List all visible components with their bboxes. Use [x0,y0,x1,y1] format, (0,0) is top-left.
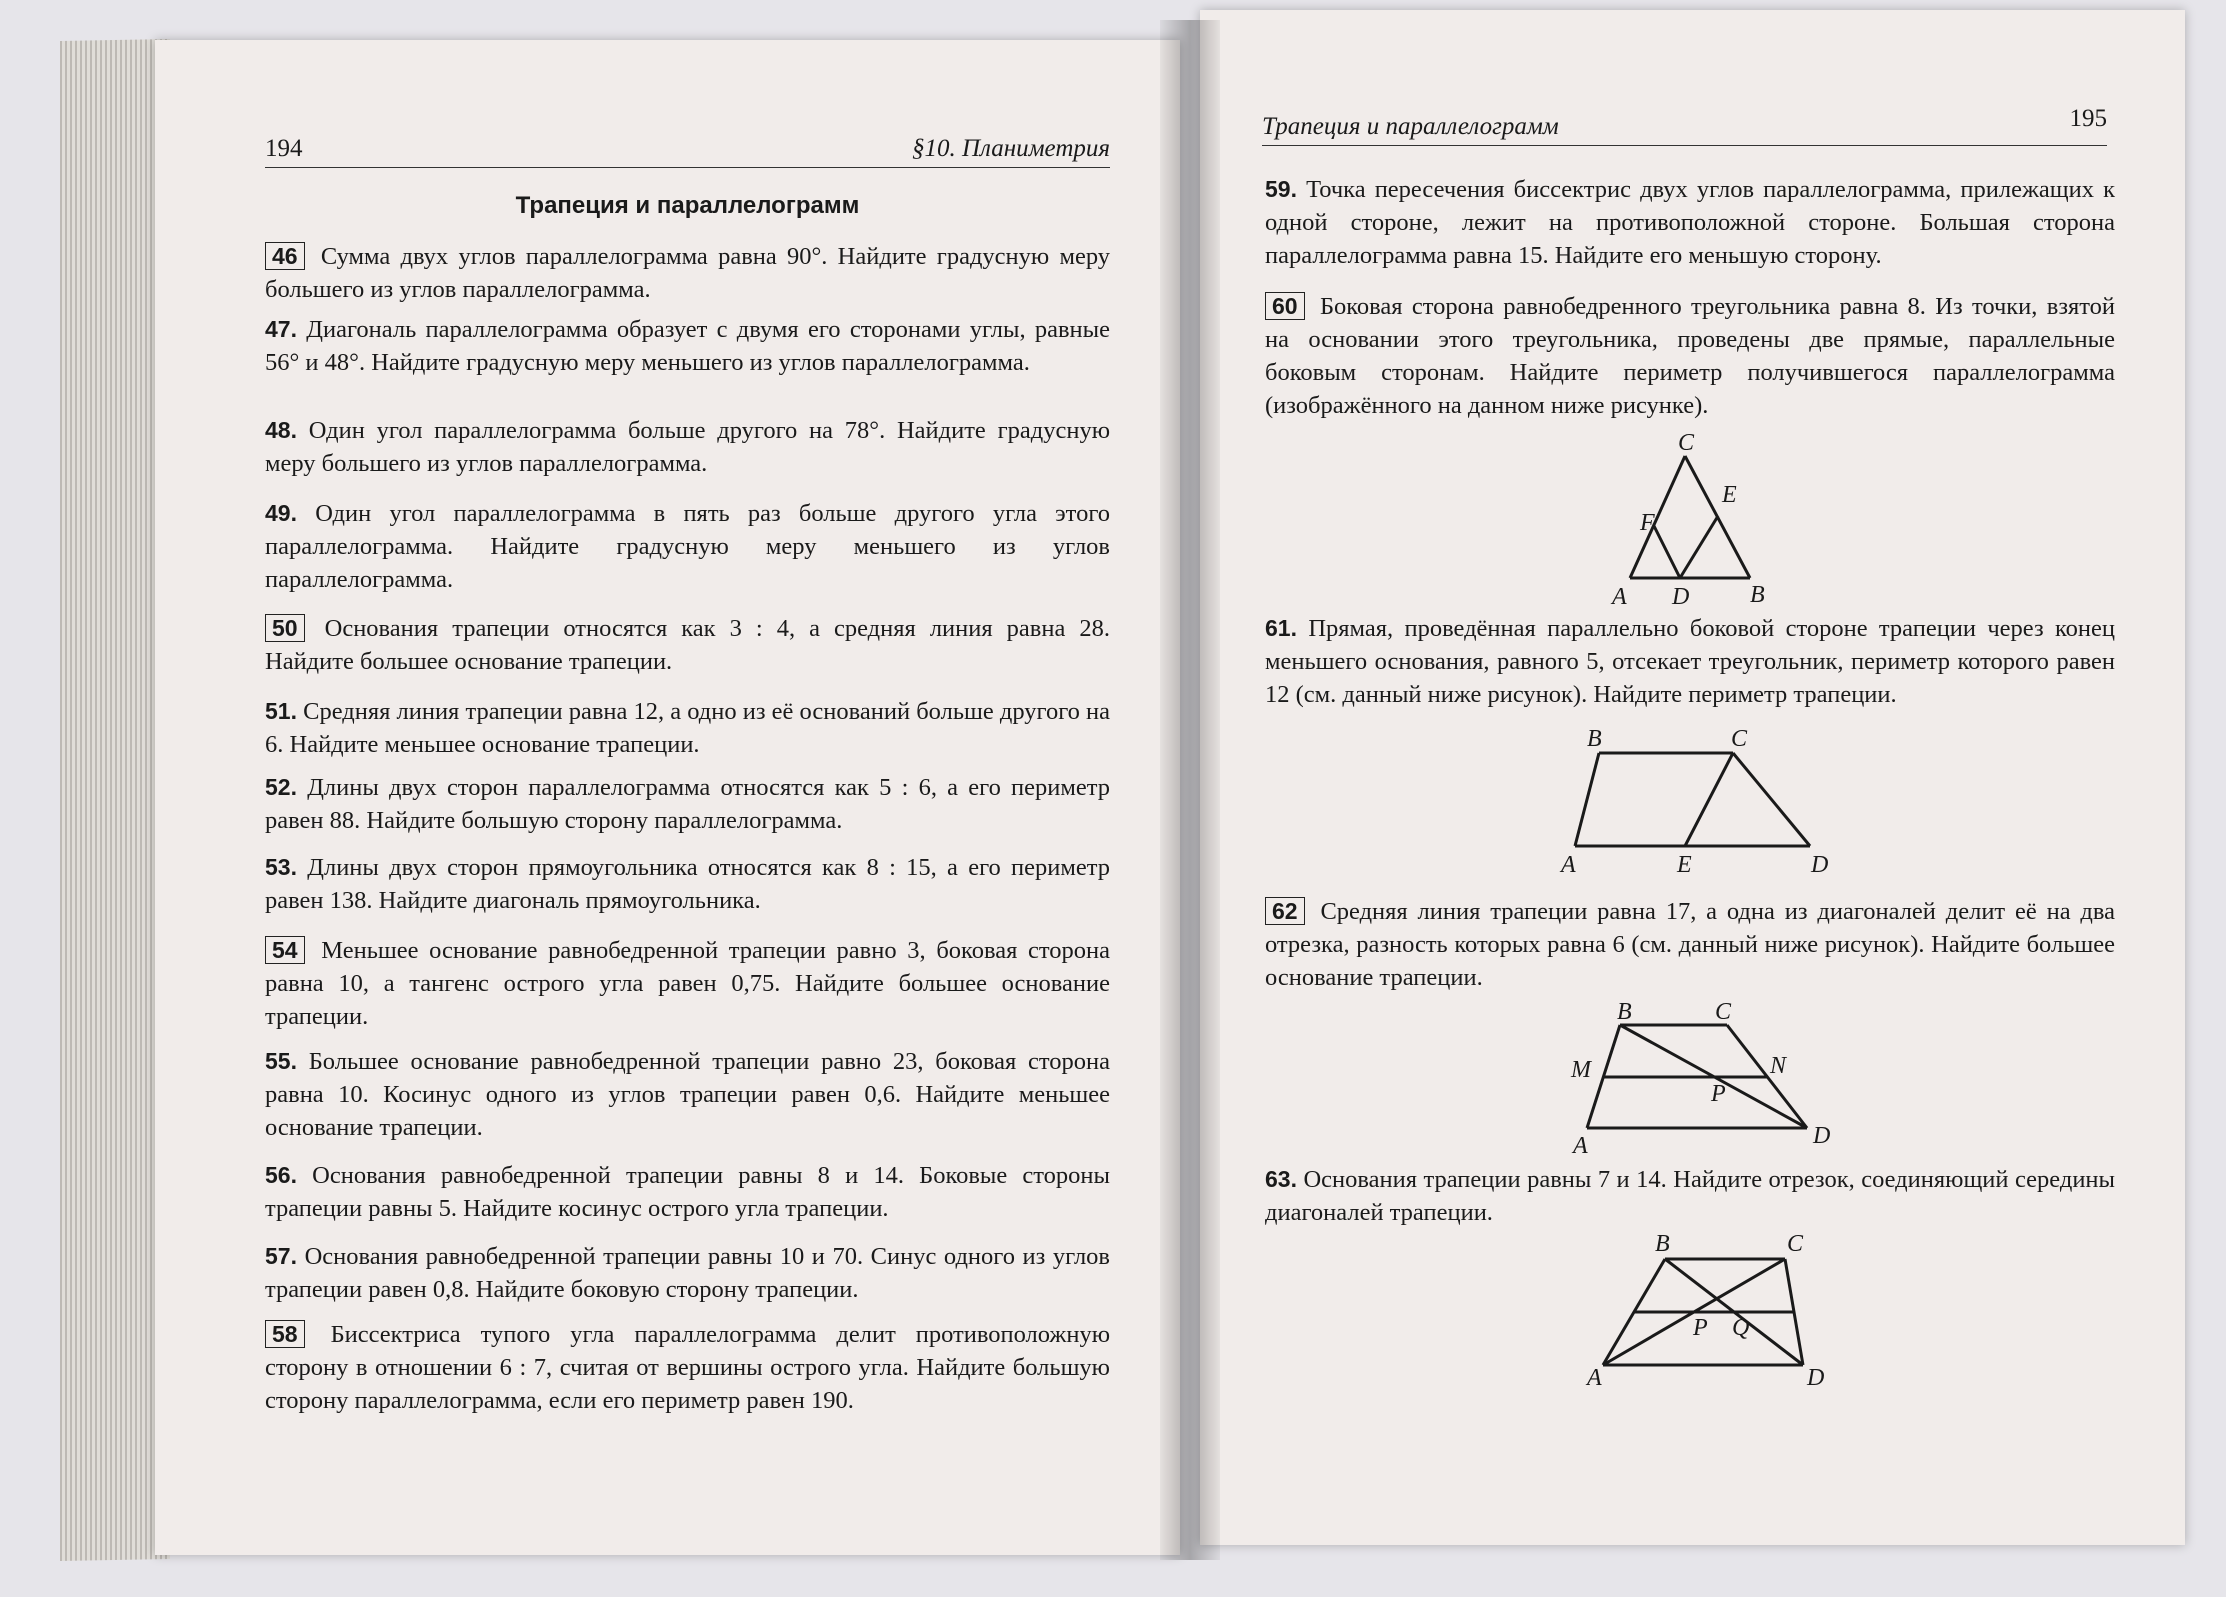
label-a: A [1561,852,1576,878]
section-title: Трапеция и параллелограмм [515,192,860,219]
problem-54 [265,934,1110,1033]
problem-52 [265,771,1110,837]
figure-63-trapezoid [1575,1231,1840,1391]
problem-57 [265,1240,1110,1306]
left-running-title: §10. Планиметрия [911,135,1110,162]
problem-text: Длины двух сторон параллелограмма относятся как 5 : 6, а его периметр равен 88. Найдите большую сторону параллелограмма. [265,774,1111,834]
problem-text: Боковая сторона равнобедренного треугольника равна 8. Из точки, взятой на основании этого треугольника, проведены две прямые, параллельные боковым сторонам. Найдите периметр получившегося параллелограмма (изображённого на данном ниже рисунке). [1265,293,2116,419]
problem-text: Один угол параллелограмма больше другого на 78°. Найдите градусную меру большего из углов параллелограмма. [265,417,1110,477]
problem-text: Прямая, проведённая параллельно боковой стороне трапеции через конец меньшего основания, равного 5, отсекает треугольник, периметр которого равен 12 (см. данный ниже рисунок). Найдите периметр трапеции. [1265,615,2115,708]
problem-number: 54 [265,936,305,964]
label-b: B [1750,582,1765,608]
problem-text: Основания трапеции равны 7 и 14. Найдите отрезок, соединяющий середины диагоналей трапеции. [1265,1166,2116,1226]
problem-text: Один угол параллелограмма в пять раз больше другого угла этого параллелограмма. Найдите градусную меру меньшего из углов параллелограмма. [265,500,1111,593]
problem-number: 50 [265,614,305,642]
problem-53 [265,851,1110,917]
label-d: D [1807,1365,1825,1391]
problem-number: 48. [265,417,297,443]
problem-number: 55. [265,1048,297,1074]
problem-text: Средняя линия трапеции равна 12, а одно из её оснований больше другого на 6. Найдите меньшее основание трапеции. [265,698,1110,758]
problem-number: 63. [1265,1166,1297,1192]
problem-text: Длины двух сторон прямоугольника относятся как 8 : 15, а его периметр равен 138. Найдите диагональ прямоугольника. [265,854,1110,914]
problem-47 [265,313,1110,379]
problem-59 [1265,173,2115,272]
label-c: C [1678,430,1695,456]
page-stack-edge [60,39,170,1561]
figure-60-triangle [1600,430,1800,610]
problem-63 [1265,1163,2115,1229]
problem-number: 61. [1265,615,1297,641]
figure-62-trapezoid [1565,999,1840,1159]
label-e: E [1722,482,1737,508]
problem-number: 56. [265,1162,297,1188]
problem-61 [1265,612,2115,711]
problem-50 [265,612,1110,678]
label-p: P [1693,1315,1708,1341]
label-b: B [1587,726,1602,752]
problem-number: 47. [265,316,297,342]
label-a: A [1573,1133,1588,1159]
problem-58 [265,1318,1110,1417]
left-page-number: 194 [265,135,303,162]
problem-text: Биссектриса тупого угла параллелограмма делит противоположную сторону в отношении 6 : 7, считая от вершины острого угла. Найдите большую сторону параллелограмма, если его периметр равен 190. [265,1321,1110,1414]
right-page-number: 195 [2069,105,2107,132]
label-b: B [1655,1231,1670,1257]
problem-text: Средняя линия трапеции равна 17, а одна из диагоналей делит её на два отрезка, разность которых равна 6 (см. данный ниже рисунок). Найдите большее основание трапеции. [1265,898,2115,991]
label-c: C [1715,999,1732,1025]
label-e: E [1677,852,1692,878]
book-gutter [1160,20,1220,1560]
problem-text: Основания равнобедренной трапеции равны 10 и 70. Синус одного из углов трапеции равен 0,8. Найдите боковую сторону трапеции. [265,1243,1110,1303]
problem-56 [265,1159,1110,1225]
problem-number: 60 [1265,292,1305,320]
problem-text: Основания трапеции относятся как 3 : 4, а средняя линия равна 28. Найдите большее основание трапеции. [265,615,1110,675]
right-running-title: Трапеция и параллелограмм [1262,113,1559,140]
problem-49 [265,497,1110,596]
problem-text: Сумма двух углов параллелограмма равна 90°. Найдите градусную меру большего из углов параллелограмма. [265,243,1111,303]
problem-number: 57. [265,1243,297,1269]
problem-60 [1265,290,2115,422]
problem-62 [1265,895,2115,994]
label-c: C [1787,1231,1804,1257]
problem-number: 58 [265,1320,305,1348]
figure-61-trapezoid [1561,726,1840,878]
label-a: A [1587,1365,1602,1391]
label-a: A [1612,584,1627,610]
right-running-head [1262,105,2107,146]
label-m: M [1571,1057,1591,1083]
problem-number: 62 [1265,897,1305,925]
problem-46 [265,240,1110,306]
label-f: F [1640,510,1655,536]
problem-text: Большее основание равнобедренной трапеции равно 23, боковая сторона равна 10. Косинус одного из углов трапеции равен 0,6. Найдите меньшее основание трапеции. [265,1048,1110,1141]
problem-number: 59. [1265,176,1297,202]
left-running-head [265,135,1110,168]
problem-number: 49. [265,500,297,526]
problem-55 [265,1045,1110,1144]
problem-text: Диагональ параллелограмма образует с двумя его сторонами углы, равные 56° и 48°. Найдите градусную меру меньшего из углов параллелограмма. [265,316,1111,376]
problem-51 [265,695,1110,761]
problem-number: 51. [265,698,297,724]
problem-48 [265,414,1110,480]
label-d: D [1813,1123,1831,1149]
label-d: D [1672,584,1690,610]
label-d: D [1811,852,1829,878]
problem-text: Основания равнобедренной трапеции равны 8 и 14. Боковые стороны трапеции равны 5. Найдите косинус острого угла трапеции. [265,1162,1110,1222]
problem-number: 52. [265,774,297,800]
label-q: Q [1732,1315,1750,1341]
label-c: C [1731,726,1748,752]
problem-text: Меньшее основание равнобедренной трапеции равно 3, боковая сторона равна 10, а тангенс острого угла равен 0,75. Найдите большее основание трапеции. [265,937,1110,1030]
problem-number: 53. [265,854,297,880]
label-n: N [1770,1053,1787,1079]
label-b: B [1617,999,1632,1025]
label-p: P [1711,1081,1726,1107]
problem-text: Точка пересечения биссектрис двух углов параллелограмма, прилежащих к одной стороне, лежит на противоположной стороне. Большая сторона параллелограмма равна 15. Найдите его меньшую сторону. [1265,176,2116,269]
problem-number: 46 [265,242,305,270]
